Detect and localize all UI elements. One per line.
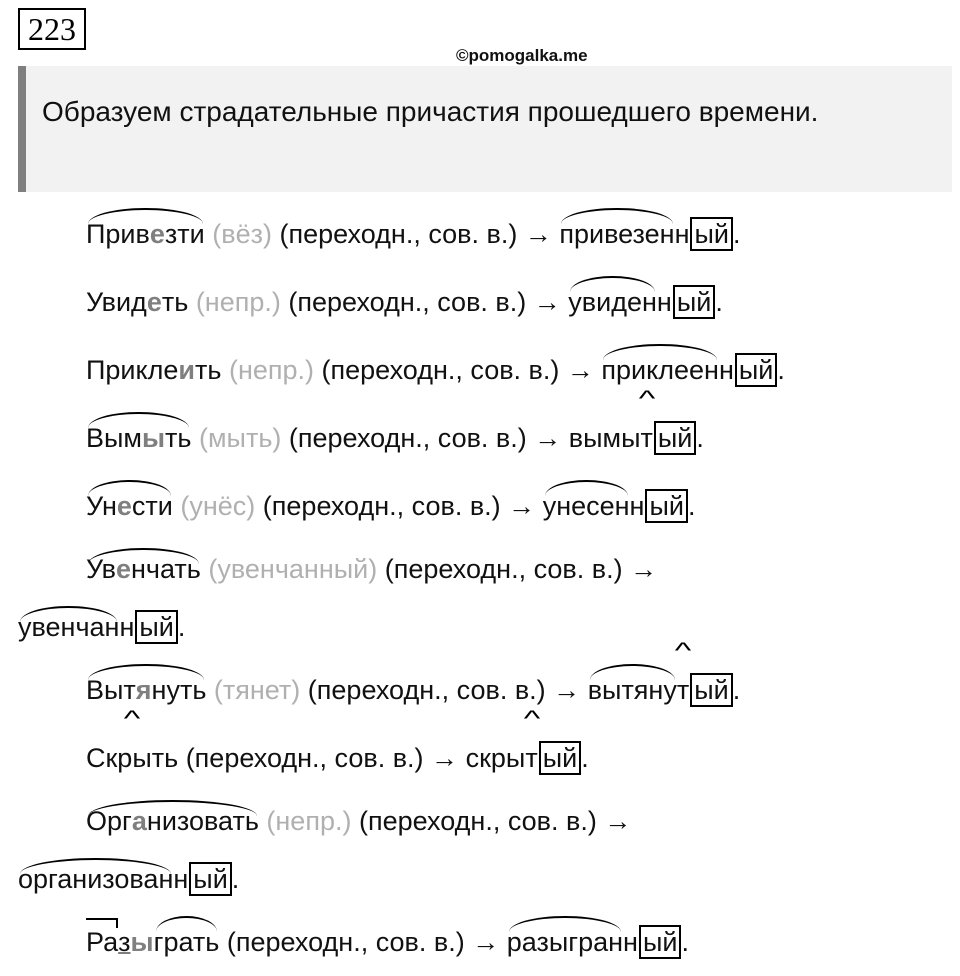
participle: унесенн ый .	[543, 491, 696, 521]
ending-box: ый	[639, 925, 682, 959]
hint: (мыть)	[199, 423, 282, 453]
answer-line	[0, 404, 960, 472]
grammar-info: (переходн., сов. в.) →	[226, 927, 500, 957]
grammar-info: (переходн., сов. в.) →	[288, 287, 561, 317]
verb: Вымыть	[86, 404, 191, 472]
participle: привезенн ый .	[559, 219, 740, 249]
verb: Разыграть	[86, 927, 219, 957]
ending-box: ый	[645, 489, 688, 523]
watermark: ©pomogalka.me	[456, 46, 588, 65]
answer-line	[0, 336, 960, 404]
grammar-info: (переходн., сов. в.) →	[279, 219, 552, 249]
grammar-info: (переходн., сов. в.) →	[185, 743, 459, 773]
participle: увиденн ый .	[568, 287, 723, 317]
ending-box: ый	[189, 862, 232, 896]
answer-line	[0, 268, 960, 336]
answer-line	[0, 908, 960, 976]
participle: организованн ый .	[18, 864, 239, 894]
participle: разыгранн ый .	[507, 927, 689, 957]
verb: Организовать	[86, 792, 259, 850]
grammar-info: (переходн., сов. в.) →	[358, 806, 632, 836]
ending-box: ый	[135, 610, 178, 644]
hint: (тянет)	[213, 675, 301, 705]
verb: Унести	[86, 472, 173, 540]
answer-line	[0, 540, 960, 656]
grammar-info: (переходн., сов. в.) →	[262, 491, 536, 521]
ending-box: ый	[673, 285, 716, 319]
answer-line	[0, 472, 960, 540]
task-statement	[18, 66, 952, 192]
hint: (унёс)	[180, 491, 256, 521]
hint: (непр.)	[195, 287, 281, 317]
participle: вытяну^ т ый .	[588, 675, 741, 705]
verb: Привезти	[86, 200, 205, 268]
answer-list	[0, 200, 960, 976]
grammar-info: (переходн., сов. в.) →	[384, 554, 658, 584]
hint: (вёз)	[212, 219, 272, 249]
verb: Вытянуть	[86, 656, 206, 724]
grammar-info: (переходн., сов. в.) →	[288, 423, 562, 453]
ending-box: ый	[690, 673, 733, 707]
grammar-info: (переходн., сов. в.) →	[321, 355, 594, 385]
hint: (непр.)	[266, 806, 352, 836]
verb: ^ Скрыть	[86, 743, 178, 773]
answer-line	[0, 724, 960, 792]
grammar-info: (переходн., сов. в.) →	[307, 675, 581, 705]
ending-box: ый	[539, 741, 582, 775]
verb: Приклеить	[86, 355, 222, 385]
verb: Увидеть	[86, 287, 189, 317]
exercise-number: 223	[18, 8, 86, 50]
verb: Увенчать	[86, 540, 201, 598]
participle: приклеенн ый .	[601, 355, 784, 385]
task-text: Образуем страдательные причастия прошедшего времени.	[42, 96, 819, 127]
answer-line	[0, 656, 960, 724]
ending-box: ый	[690, 217, 733, 251]
participle: скры^ т ый .	[466, 743, 589, 773]
ending-box: ый	[735, 353, 778, 387]
participle: вымы^ т ый .	[569, 423, 704, 453]
participle: увенчанн ый .	[18, 612, 185, 642]
hint: (увенчанный)	[208, 554, 378, 584]
answer-line	[0, 200, 960, 268]
hint: (непр.)	[228, 355, 315, 385]
answer-line	[0, 792, 960, 908]
ending-box: ый	[654, 421, 697, 455]
